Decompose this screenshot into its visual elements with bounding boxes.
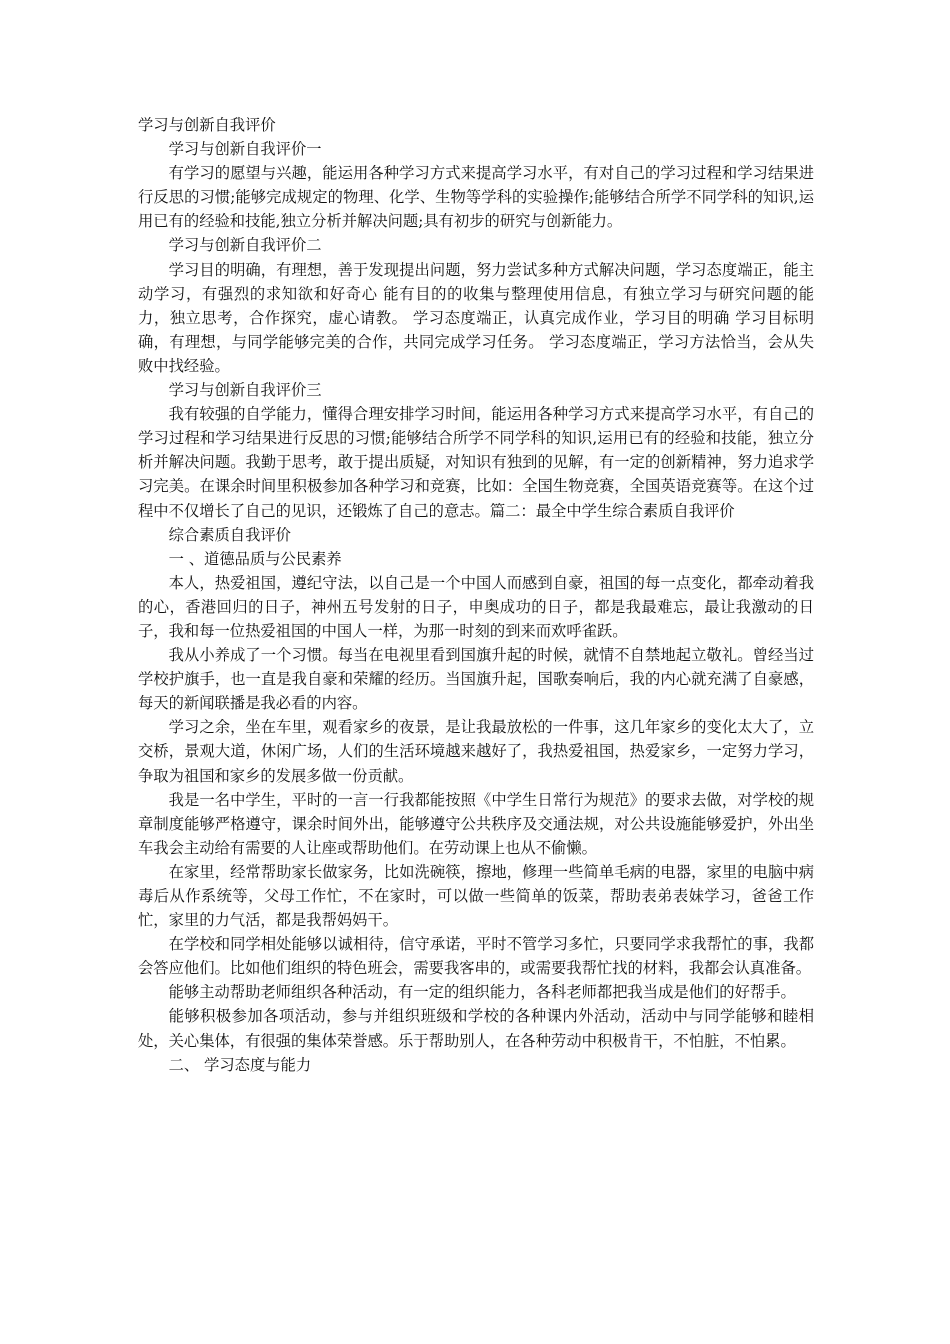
section-heading: 学习与创新自我评价二 bbox=[168, 236, 322, 255]
paragraph: 学习之余，坐在车里，观看家乡的夜景，是让我最放松的一件事，这几年家乡的变化太大了，立交桥，景观大道，休闲广场，人们的生活环境越来越好了，我热爱祖国，热爱家乡，一定努力学习，争取为祖国和家乡的发展多做一份贡献。 bbox=[138, 718, 814, 785]
document-title: 学习与创新自我评价 bbox=[138, 116, 276, 134]
paragraph: 我有较强的自学能力，懂得合理安排学习时间，能运用各种学习方式来提高学习水平，有自己的学习过程和学习结果进行反思的习惯;能够结合所学不同学科的知识,运用已有的经验和技能，独立分析并解决问题。我勤于思考，敢于提出质疑，对知识有独到的见解，有一定的创新精神，努力追求学习完美。在课余时间里积极参加各种学习和竞赛，比如：全国生物竞赛，全国英语竞赛等。在这个过程中不仅增长了自己的见识，还锻炼了自己的意志。篇二：最全中学生综合素质自我评价 bbox=[138, 405, 814, 520]
section-heading: 学习与创新自我评价一 bbox=[168, 140, 322, 159]
section-heading: 一 、道德品质与公民素养 bbox=[168, 549, 342, 568]
section-heading: 综合素质自我评价 bbox=[168, 525, 291, 544]
paragraph: 在学校和同学相处能够以诚相待，信守承诺，平时不管学习多忙，只要同学求我帮忙的事，我都会答应他们。比如他们组织的特色班会，需要我客串的，或需要我帮忙找的材料，我都会认真准备。 bbox=[138, 935, 814, 978]
paragraph: 我从小养成了一个习惯。每当在电视里看到国旗升起的时候，就情不自禁地起立敬礼。曾经当过学校护旗手，也一直是我自豪和荣耀的经历。当国旗升起，国歌奏响后，我的内心就充满了自豪感，每天的新闻联播是我必看的内容。 bbox=[138, 646, 814, 713]
paragraph: 能够积极参加各项活动，参与并组织班级和学校的各种课内外活动，活动中与同学能够和睦相处，关心集体，有很强的集体荣誉感。乐于帮助别人，在各种劳动中积极肯干，不怕脏，不怕累。 bbox=[138, 1007, 814, 1050]
section-heading: 学习与创新自我评价三 bbox=[168, 381, 322, 400]
paragraph: 本人，热爱祖国，遵纪守法，以自己是一个中国人而感到自豪，祖国的每一点变化，都牵动着我的心，香港回归的日子，神州五号发射的日子，申奥成功的日子，都是我最难忘，最让我激动的日子，我和每一位热爱祖国的中国人一样，为那一时刻的到来而欢呼雀跃。 bbox=[138, 573, 814, 640]
paragraph: 能够主动帮助老师组织各种活动，有一定的组织能力，各科老师都把我当成是他们的好帮手。 bbox=[168, 983, 796, 1002]
paragraph: 在家里，经常帮助家长做家务，比如洗碗筷，擦地，修理一些简单毛病的电器，家里的电脑中病毒后从作系统等，父母工作忙，不在家时，可以做一些简单的饭菜，帮助表弟表妹学习，爸爸工作忙，家里的力气活，都是我帮妈妈干。 bbox=[138, 862, 814, 930]
paragraph: 我是一名中学生，平时的一言一行我都能按照《中学生日常行为规范》的要求去做，对学校的规章制度能够严格遵守，课余时间外出，能够遵守公共秩序及交通法规，对公共设施能够爱护，外出坐车我会主动给有需要的人让座或帮助他们。在劳动课上也从不偷懒。 bbox=[138, 790, 814, 857]
paragraph: 有学习的愿望与兴趣，能运用各种学习方式来提高学习水平，有对自己的学习过程和学习结果进行反思的习惯;能够完成规定的物理、化学、生物等学科的实验操作;能够结合所学不同学科的知识,运用已有的经验和技能,独立分析并解决问题;具有初步的研究与创新能力。 bbox=[138, 164, 814, 231]
document-page bbox=[138, 113, 814, 1077]
paragraph: 学习目的明确，有理想，善于发现提出问题，努力尝试多种方式解决问题，学习态度端正，能主动学习，有强烈的求知欲和好奇心 能有目的的收集与整理使用信息，有独立学习与研究问题的能力，独立思考，合作探究，虚心请教。 学习态度端正，认真完成作业，学习目的明确 学习目标明确，有理想，与同学能够完美的合作，共同完成学习任务。 学习态度端正，学习方法恰当，会从失败中找经验。 bbox=[138, 260, 814, 375]
section-heading: 二、 学习态度与能力 bbox=[168, 1055, 312, 1074]
